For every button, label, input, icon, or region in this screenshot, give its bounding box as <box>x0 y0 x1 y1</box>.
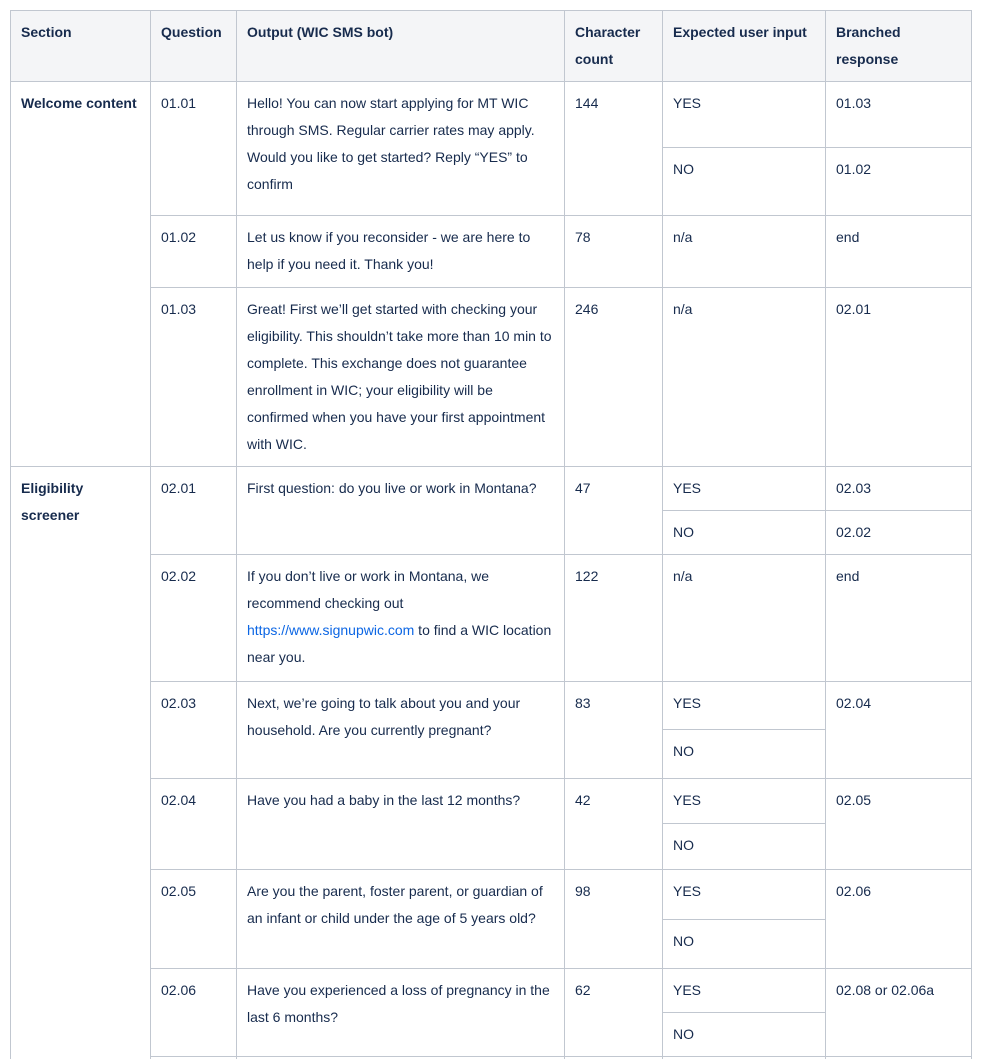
header-cell-section: Section <box>11 11 151 82</box>
branched-response-cell: 02.06 <box>826 870 972 969</box>
question-id-cell: 02.06 <box>151 969 237 1057</box>
output-cell: Next, we’re going to talk about you and your household. Are you currently pregnant? <box>237 682 565 779</box>
table-row <box>11 216 972 288</box>
table-row <box>11 82 972 148</box>
expected-input-cell: NO <box>663 824 826 870</box>
expected-input-cell: YES <box>663 682 826 730</box>
output-cell: Have you had a baby in the last 12 months? <box>237 779 565 870</box>
table-row <box>11 969 972 1013</box>
char-count-cell: 78 <box>565 216 663 288</box>
table-row <box>11 682 972 730</box>
wic-sms-flow-table <box>10 10 972 1059</box>
table-header-row <box>11 11 972 82</box>
signupwic-link[interactable]: https://www.signupwic.com <box>247 622 415 638</box>
expected-input-cell: n/a <box>663 288 826 467</box>
output-text-pre: If you don’t live or work in Montana, we recommend checking out <box>247 568 490 611</box>
output-text-post: to find a WIC location near you. <box>247 622 552 665</box>
expected-input-cell: NO <box>663 148 826 216</box>
expected-input-cell: YES <box>663 870 826 920</box>
question-id-cell: 01.03 <box>151 288 237 467</box>
section-cell-welcome-content: Welcome content <box>11 82 151 467</box>
output-cell: Hello! You can now start applying for MT WIC through SMS. Regular carrier rates may apply. Would you like to get started? Reply “YES” to confirm <box>237 82 565 216</box>
char-count-cell: 83 <box>565 682 663 779</box>
question-id-cell: 02.01 <box>151 467 237 555</box>
expected-input-cell: n/a <box>663 216 826 288</box>
branched-response-cell: end <box>826 555 972 682</box>
branched-response-cell: 01.03 <box>826 82 972 148</box>
question-id-cell: 01.02 <box>151 216 237 288</box>
char-count-cell: 144 <box>565 82 663 216</box>
output-cell: Are you the parent, foster parent, or guardian of an infant or child under the age of 5 years old? <box>237 870 565 969</box>
char-count-cell: 47 <box>565 467 663 555</box>
branched-response-cell: 01.02 <box>826 148 972 216</box>
char-count-cell: 246 <box>565 288 663 467</box>
header-cell-output: Output (WIC SMS bot) <box>237 11 565 82</box>
output-cell: Let us know if you reconsider - we are here to help if you need it. Thank you! <box>237 216 565 288</box>
expected-input-cell: NO <box>663 1013 826 1057</box>
question-id-cell: 01.01 <box>151 82 237 216</box>
branched-response-cell: 02.01 <box>826 288 972 467</box>
question-id-cell: 02.03 <box>151 682 237 779</box>
branched-response-cell: end <box>826 216 972 288</box>
char-count-cell: 42 <box>565 779 663 870</box>
section-cell-eligibility-screener: Eligibility screener <box>11 467 151 1059</box>
table-row <box>11 779 972 824</box>
char-count-cell: 98 <box>565 870 663 969</box>
char-count-cell: 122 <box>565 555 663 682</box>
question-id-cell: 02.05 <box>151 870 237 969</box>
output-cell: Have you experienced a loss of pregnancy in the last 6 months? <box>237 969 565 1057</box>
expected-input-cell: YES <box>663 82 826 148</box>
expected-input-cell: NO <box>663 511 826 555</box>
question-id-cell: 02.04 <box>151 779 237 870</box>
expected-input-cell: YES <box>663 969 826 1013</box>
expected-input-cell: NO <box>663 920 826 969</box>
expected-input-cell: NO <box>663 730 826 779</box>
table-row <box>11 467 972 511</box>
branched-response-cell: 02.05 <box>826 779 972 870</box>
header-cell-expected-input: Expected user input <box>663 11 826 82</box>
output-cell <box>237 555 565 682</box>
table-row <box>11 555 972 682</box>
branched-response-cell: 02.08 or 02.06a <box>826 969 972 1057</box>
header-cell-question: Question <box>151 11 237 82</box>
branched-response-cell: 02.02 <box>826 511 972 555</box>
question-id-cell: 02.02 <box>151 555 237 682</box>
branched-response-cell: 02.03 <box>826 467 972 511</box>
output-cell: First question: do you live or work in Montana? <box>237 467 565 555</box>
char-count-cell: 62 <box>565 969 663 1057</box>
table-row <box>11 288 972 467</box>
expected-input-cell: YES <box>663 467 826 511</box>
expected-input-cell: YES <box>663 779 826 824</box>
header-cell-char-count: Character count <box>565 11 663 82</box>
output-cell: Great! First we’ll get started with checking your eligibility. This shouldn’t take more than 10 min to complete. This exchange does not guarantee enrollment in WIC; your eligibility will be confirmed when you have your first appointment with WIC. <box>237 288 565 467</box>
table-row <box>11 870 972 920</box>
branched-response-cell: 02.04 <box>826 682 972 779</box>
header-cell-branched-response: Branched response <box>826 11 972 82</box>
expected-input-cell: n/a <box>663 555 826 682</box>
